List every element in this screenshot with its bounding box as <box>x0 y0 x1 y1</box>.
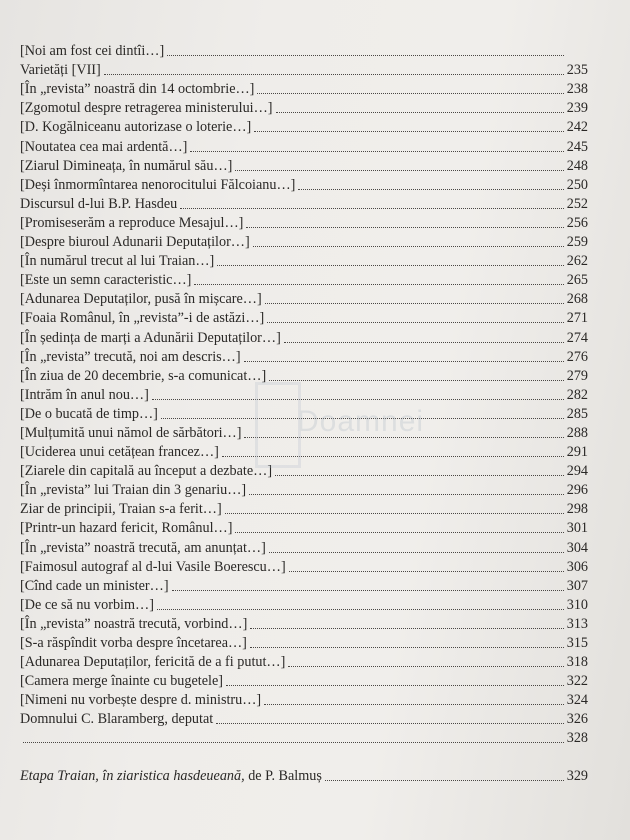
toc-entry-title: [Mulțumită unui nămol de sărbători…] <box>20 424 242 441</box>
dot-leader <box>288 657 564 667</box>
toc-entry-page: 252 <box>566 195 588 212</box>
toc-entry <box>20 384 588 403</box>
toc-entry-page: 328 <box>566 730 588 747</box>
toc-entry-page: 329 <box>566 767 588 784</box>
toc-entry-title: [S-a răspîndit vorba despre încetarea…] <box>20 635 247 651</box>
toc-entry <box>20 288 588 307</box>
toc-entry-title: [De o bucată de timp…] <box>20 405 158 422</box>
dot-leader <box>217 256 564 266</box>
dot-leader <box>194 275 564 285</box>
toc-entry <box>20 326 588 345</box>
final-title-italic: Etapa Traian, în ziaristica hasdeueană, <box>20 767 245 784</box>
dot-leader <box>269 371 564 381</box>
dot-leader <box>104 65 564 75</box>
toc-entry-title: [D. Kogălniceanu autorizase o loterie…] <box>20 119 252 136</box>
toc-entry-title: Ziar de principii, Traian s-a ferit…] <box>20 501 222 518</box>
table-of-contents <box>20 40 588 784</box>
dot-leader <box>325 771 564 781</box>
toc-entry-page: 282 <box>566 386 588 403</box>
toc-entry-page: 245 <box>566 138 588 155</box>
toc-entry-page: 307 <box>566 577 588 594</box>
toc-entry <box>20 651 588 670</box>
toc-entry-title: [Zgomotul despre retragerea ministerului…] <box>20 100 273 117</box>
toc-entry-page: 296 <box>566 482 588 499</box>
toc-entry-title: [Printr-un hazard fericit, Românul…] <box>20 520 233 537</box>
toc-entry <box>20 97 588 116</box>
toc-entry-title: [În ziua de 20 decembrie, s-a comunicat…] <box>20 367 267 384</box>
toc-entry-page: 304 <box>566 539 588 556</box>
dot-leader <box>253 237 564 247</box>
dot-leader <box>264 695 564 705</box>
toc-entry-page: 248 <box>566 157 588 174</box>
toc-entry <box>20 479 588 498</box>
toc-entry-title: [În „revista” noastră din 14 octombrie…] <box>20 81 255 98</box>
toc-entry-page: 271 <box>566 310 588 327</box>
toc-entry <box>20 174 588 193</box>
toc-entry-page: 294 <box>566 463 588 480</box>
toc-entry-title: [În „revista” noastră trecută, vorbind…] <box>20 615 248 632</box>
toc-entry-page: 256 <box>566 214 588 231</box>
toc-entry-page: 235 <box>566 62 588 79</box>
toc-entry <box>20 670 588 689</box>
dot-leader <box>235 161 564 171</box>
toc-entry-continuation <box>20 727 588 746</box>
toc-entry-page: 318 <box>566 654 588 671</box>
toc-entry-page: 326 <box>566 711 588 728</box>
dot-leader <box>216 714 564 724</box>
toc-entry <box>20 155 588 174</box>
toc-entry-title: [Intrăm în anul nou…] <box>20 386 149 403</box>
toc-entry-page: 313 <box>566 615 588 632</box>
toc-entry <box>20 498 588 517</box>
toc-entry-title: [Ziarul Dimineața, în numărul său…] <box>20 157 233 174</box>
dot-leader <box>244 428 564 438</box>
toc-entry-page: 306 <box>566 558 588 575</box>
toc-entry <box>20 689 588 708</box>
toc-entry-page: 291 <box>566 444 588 461</box>
toc-entry-page: 262 <box>566 253 588 270</box>
toc-entry-title: [Ziarele din capitală au început a dezbate…] <box>20 463 273 480</box>
toc-entry-title: [De ce să nu vorbim…] <box>20 596 154 613</box>
dot-leader <box>167 46 564 56</box>
toc-entry <box>20 536 588 555</box>
toc-entry-title: [În numărul trecut al lui Traian…] <box>20 253 215 270</box>
toc-entry <box>20 632 588 651</box>
toc-entry <box>20 250 588 269</box>
toc-entry <box>20 556 588 575</box>
toc-entry <box>20 307 588 326</box>
dot-leader <box>254 122 564 132</box>
toc-entry <box>20 460 588 479</box>
toc-entry <box>20 193 588 212</box>
dot-leader <box>265 294 564 304</box>
dot-leader <box>250 638 564 648</box>
toc-entry-page: 276 <box>566 348 588 365</box>
toc-entry <box>20 40 588 59</box>
toc-entry-title: [Foaia Românul, în „revista”-i de astăzi…] <box>20 310 265 327</box>
toc-entry-title: [În ședința de marți a Adunării Deputaților…] <box>20 329 281 346</box>
toc-entry-title: Domnului C. Blaramberg, deputat <box>20 711 214 728</box>
toc-entry <box>20 231 588 250</box>
dot-leader <box>275 466 564 476</box>
toc-entry <box>20 594 588 613</box>
dot-leader <box>180 199 564 209</box>
toc-entry-page: 310 <box>566 596 588 613</box>
toc-entry <box>20 78 588 97</box>
toc-entry-page: 298 <box>566 501 588 518</box>
toc-entry-page: 239 <box>566 100 588 117</box>
toc-entry <box>20 422 588 441</box>
toc-entry-title: [În „revista” noastră trecută, am anunțat…] <box>20 539 266 556</box>
toc-final-entry <box>20 764 588 783</box>
toc-entry-title: [Despre biuroul Adunarii Deputaților…] <box>20 234 250 251</box>
dot-leader <box>250 619 564 629</box>
toc-entry-page: 242 <box>566 119 588 136</box>
toc-entry <box>20 59 588 78</box>
toc-entry-page: 268 <box>566 291 588 308</box>
dot-leader <box>246 218 564 228</box>
toc-entry-page: 265 <box>566 272 588 289</box>
toc-entry-page: 285 <box>566 405 588 422</box>
toc-entry-title: [Nimeni nu vorbește despre d. ministru…] <box>20 692 262 709</box>
toc-entry <box>20 708 588 727</box>
dot-leader <box>284 333 564 343</box>
toc-entry <box>20 116 588 135</box>
toc-entry-page: 279 <box>566 367 588 384</box>
toc-entry-page: 315 <box>566 635 588 651</box>
dot-leader <box>289 562 564 572</box>
dot-leader <box>190 142 564 152</box>
dot-leader <box>298 180 564 190</box>
toc-entry-page: 238 <box>566 81 588 98</box>
toc-entry-title: [Faimosul autograf al d-lui Vasile Boerescu…] <box>20 558 286 575</box>
watermark-text: Doamnei <box>297 405 425 438</box>
dot-leader <box>257 84 564 94</box>
dot-leader <box>161 409 564 419</box>
toc-final-title <box>20 769 322 784</box>
toc-entry <box>20 212 588 231</box>
dot-leader <box>244 352 564 362</box>
dot-leader <box>267 313 564 323</box>
toc-entry-page: 288 <box>566 424 588 441</box>
toc-entry-title: [Promiseserăm a reproduce Mesajul…] <box>20 214 244 231</box>
dot-leader <box>157 600 564 610</box>
dot-leader <box>225 504 564 514</box>
toc-entry <box>20 613 588 632</box>
toc-entry <box>20 365 588 384</box>
dot-leader <box>172 581 564 591</box>
toc-entry-page: 322 <box>566 673 588 690</box>
toc-entry-title: [Noi am fost cei dintîi…] <box>20 43 165 60</box>
toc-entry-page: 274 <box>566 329 588 346</box>
toc-entry <box>20 403 588 422</box>
toc-entry-title: [Camera merge înainte cu bugetele] <box>20 673 223 690</box>
toc-entry-title: [Este un semn caracteristic…] <box>20 272 192 289</box>
dot-leader <box>23 733 564 743</box>
toc-entry-title: [Adunarea Deputaților, pusă în mișcare…] <box>20 291 262 308</box>
toc-entry-title: Varietăți [VII] <box>20 62 101 79</box>
toc-entry-title: [Uciderea unui cetățean francez…] <box>20 444 219 461</box>
dot-leader <box>249 485 564 495</box>
dot-leader <box>269 543 564 553</box>
toc-entry-title: Discursul d-lui B.P. Hasdeu <box>20 195 178 212</box>
dot-leader <box>152 390 564 400</box>
toc-entry-title: [În „revista” trecută, noi am descris…] <box>20 348 241 365</box>
toc-entry-title: [Noutatea cea mai ardentă…] <box>20 138 188 155</box>
dot-leader <box>235 523 564 533</box>
final-author: de P. Balmuș <box>248 767 322 784</box>
toc-entry <box>20 441 588 460</box>
toc-entry <box>20 575 588 594</box>
toc-entry <box>20 346 588 365</box>
toc-entry-page: 301 <box>566 520 588 537</box>
toc-entry-title: [Adunarea Deputaților, fericită de a fi putut…] <box>20 654 286 671</box>
toc-entry-title: [Cînd cade un minister…] <box>20 577 169 594</box>
toc-entry <box>20 269 588 288</box>
toc-entry-page: 324 <box>566 692 588 709</box>
toc-entry-page: 259 <box>566 234 588 251</box>
toc-entry-title: [În „revista” lui Traian din 3 genariu…] <box>20 482 247 499</box>
toc-entry <box>20 135 588 154</box>
toc-entry <box>20 517 588 536</box>
toc-entry-page: 250 <box>566 176 588 193</box>
dot-leader <box>276 103 564 113</box>
toc-entry-title: [Deși înmormîntarea nenorocitului Fălcoianu…] <box>20 176 296 193</box>
dot-leader <box>222 447 564 457</box>
dot-leader <box>226 676 564 686</box>
